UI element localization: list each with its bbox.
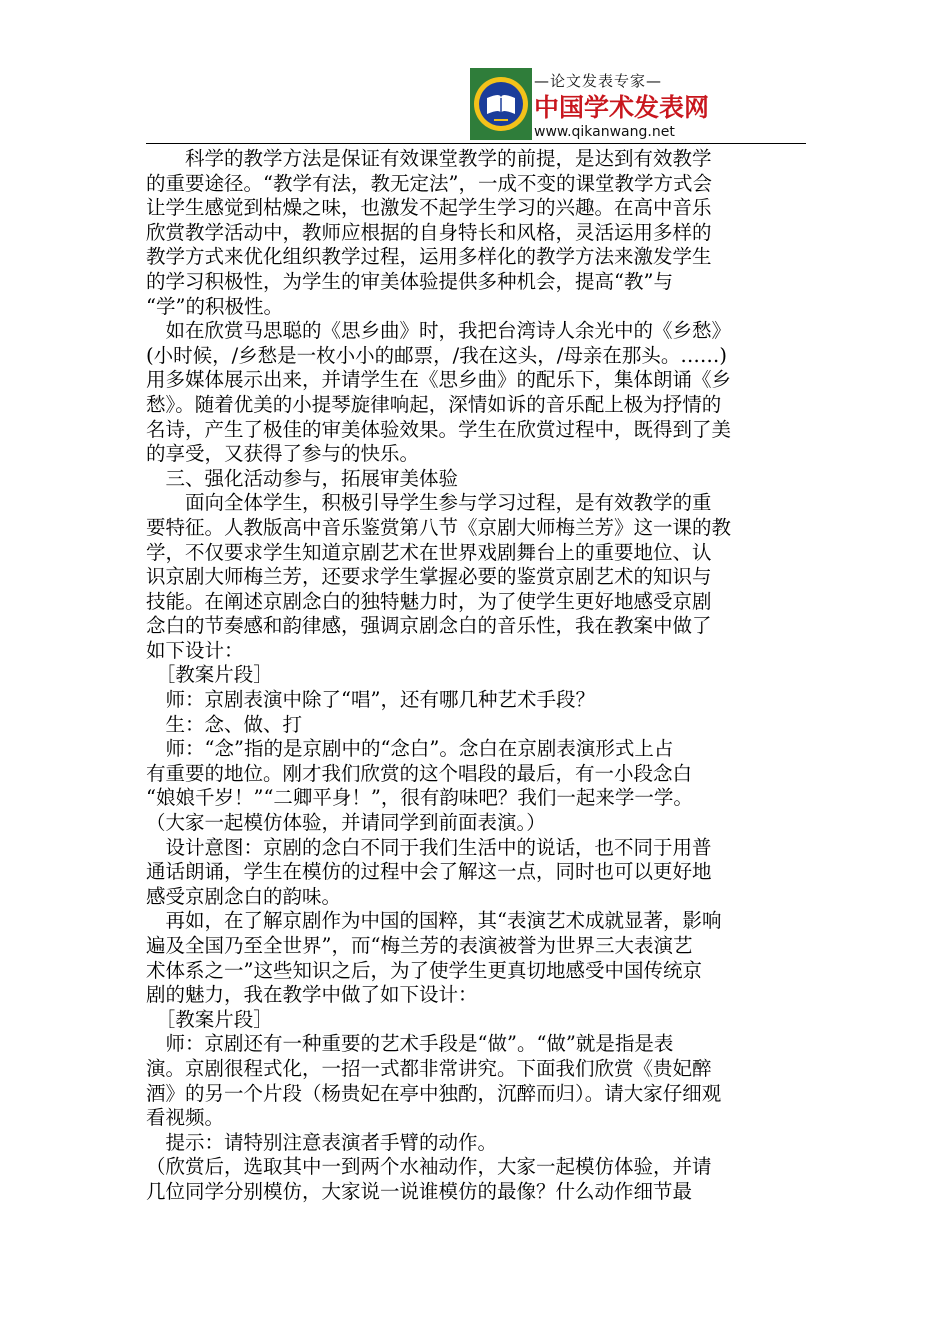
text-line: 技能。在阐述京剧念白的独特魅力时，为了使学生更好地感受京剧 bbox=[146, 589, 712, 613]
text-line: 师：京剧表演中除了“唱”，还有哪几种艺术手段？ bbox=[146, 688, 595, 712]
text-line: 识京剧大师梅兰芳，还要求学生掌握必要的鉴赏京剧艺术的知识与 bbox=[146, 565, 712, 589]
text-line: 酒》的另一个片段（杨贵妃在亭中独酌，沉醉而归）。请大家仔细观 bbox=[146, 1081, 722, 1105]
text-line: 欣赏教学活动中，教师应根据的自身特长和风格，灵活运用多样的 bbox=[146, 220, 712, 244]
text-line: 师：京剧还有一种重要的艺术手段是“做”。“做”就是指是表 bbox=[146, 1032, 674, 1056]
text-line: 科学的教学方法是保证有效课堂教学的前提，是达到有效教学 bbox=[146, 147, 712, 170]
text-line: (小时候，/乡愁是一枚小小的邮票，/我在这头，/母亲在那头。……) bbox=[146, 343, 727, 367]
text-line: 要特征。人教版高中音乐鉴赏第八节《京剧大师梅兰芳》这一课的教 bbox=[146, 515, 732, 539]
text-line: 愁》。随着优美的小提琴旋律响起，深情如诉的音乐配上极为抒情的 bbox=[146, 392, 722, 416]
section-heading: 三、强化活动参与，拓展审美体验 bbox=[146, 466, 459, 490]
text-line: 术体系之一”这些知识之后，为了使学生更真切地感受中国传统京 bbox=[146, 958, 702, 982]
logo-badge-icon bbox=[470, 68, 532, 140]
text-line: 设计意图：京剧的念白不同于我们生活中的说话，也不同于用普 bbox=[146, 835, 712, 859]
text-line: 师：“念”指的是京剧中的“念白”。念白在京剧表演形式上占 bbox=[146, 737, 674, 761]
text-line: 看视频。 bbox=[146, 1106, 225, 1130]
text-line: 剧的魅力，我在教学中做了如下设计： bbox=[146, 983, 478, 1007]
text-line: 几位同学分别模仿，大家说一说谁模仿的最像？什么动作细节最 bbox=[146, 1179, 693, 1203]
text-line: 通话朗诵，学生在模仿的过程中会了解这一点，同时也可以更好地 bbox=[146, 860, 712, 884]
text-line: 提示：请特别注意表演者手臂的动作。 bbox=[146, 1130, 498, 1154]
logo-title: 中国学术发表网 bbox=[534, 92, 710, 122]
text-line: 让学生感觉到枯燥之味，也激发不起学生学习的兴趣。在高中音乐 bbox=[146, 196, 712, 220]
text-line: 生：念、做、打 bbox=[146, 712, 303, 736]
text-line: “学”的积极性。 bbox=[146, 294, 283, 318]
text-line: 的享受，又获得了参与的快乐。 bbox=[146, 442, 420, 466]
text-line: （欣赏后，选取其中一到两个水袖动作，大家一起模仿体验，并请 bbox=[146, 1155, 712, 1179]
logo-slogan: —论文发表专家— bbox=[534, 72, 663, 90]
lesson-excerpt-label: ［教案片段］ bbox=[146, 663, 273, 687]
text-line: 的学习积极性，为学生的审美体验提供多种机会，提高“教”与 bbox=[146, 269, 673, 293]
lesson-excerpt-label: ［教案片段］ bbox=[146, 1007, 273, 1031]
text-line: 的重要途径。“教学有法，教无定法”，一成不变的课堂教学方式会 bbox=[146, 171, 712, 195]
text-line: 如下设计： bbox=[146, 638, 244, 662]
text-line: 如在欣赏马思聪的《思乡曲》时，我把台湾诗人余光中的《乡愁》 bbox=[146, 319, 732, 343]
text-line: （大家一起模仿体验，并请同学到前面表演。） bbox=[146, 811, 546, 835]
text-line: 感受京剧念白的韵味。 bbox=[146, 884, 342, 908]
logo-url[interactable]: www.qikanwang.net bbox=[534, 124, 675, 140]
header-rule bbox=[146, 143, 806, 144]
article-body bbox=[146, 147, 806, 1205]
text-line: 用多媒体展示出来，并请学生在《思乡曲》的配乐下，集体朗诵《乡 bbox=[146, 368, 732, 392]
text-line: 面向全体学生，积极引导学生参与学习过程，是有效教学的重 bbox=[146, 491, 712, 515]
text-line: 演。京剧很程式化，一招一式都非常讲究。下面我们欣赏《贵妃醉 bbox=[146, 1056, 712, 1080]
text-line: 念白的节奏感和韵律感，强调京剧念白的音乐性，我在教案中做了 bbox=[146, 614, 712, 638]
text-line: 遍及全国乃至全世界”，而“梅兰芳的表演被誉为世界三大表演艺 bbox=[146, 934, 693, 957]
text-line: 名诗，产生了极佳的审美体验效果。学生在欣赏过程中，既得到了美 bbox=[146, 417, 732, 441]
text-line: 教学方式来优化组织教学过程，运用多样化的教学方法来激发学生 bbox=[146, 245, 712, 269]
site-logo[interactable] bbox=[470, 68, 710, 140]
text-line: “娘娘千岁！”“二卿平身！”，很有韵味吧？我们一起来学一学。 bbox=[146, 786, 693, 810]
text-line: 有重要的地位。刚才我们欣赏的这个唱段的最后，有一小段念白 bbox=[146, 761, 693, 785]
text-line: 学，不仅要求学生知道京剧艺术在世界戏剧舞台上的重要地位、认 bbox=[146, 540, 712, 564]
text-line: 再如，在了解京剧作为中国的国粹，其“表演艺术成就显著，影响 bbox=[146, 909, 722, 933]
